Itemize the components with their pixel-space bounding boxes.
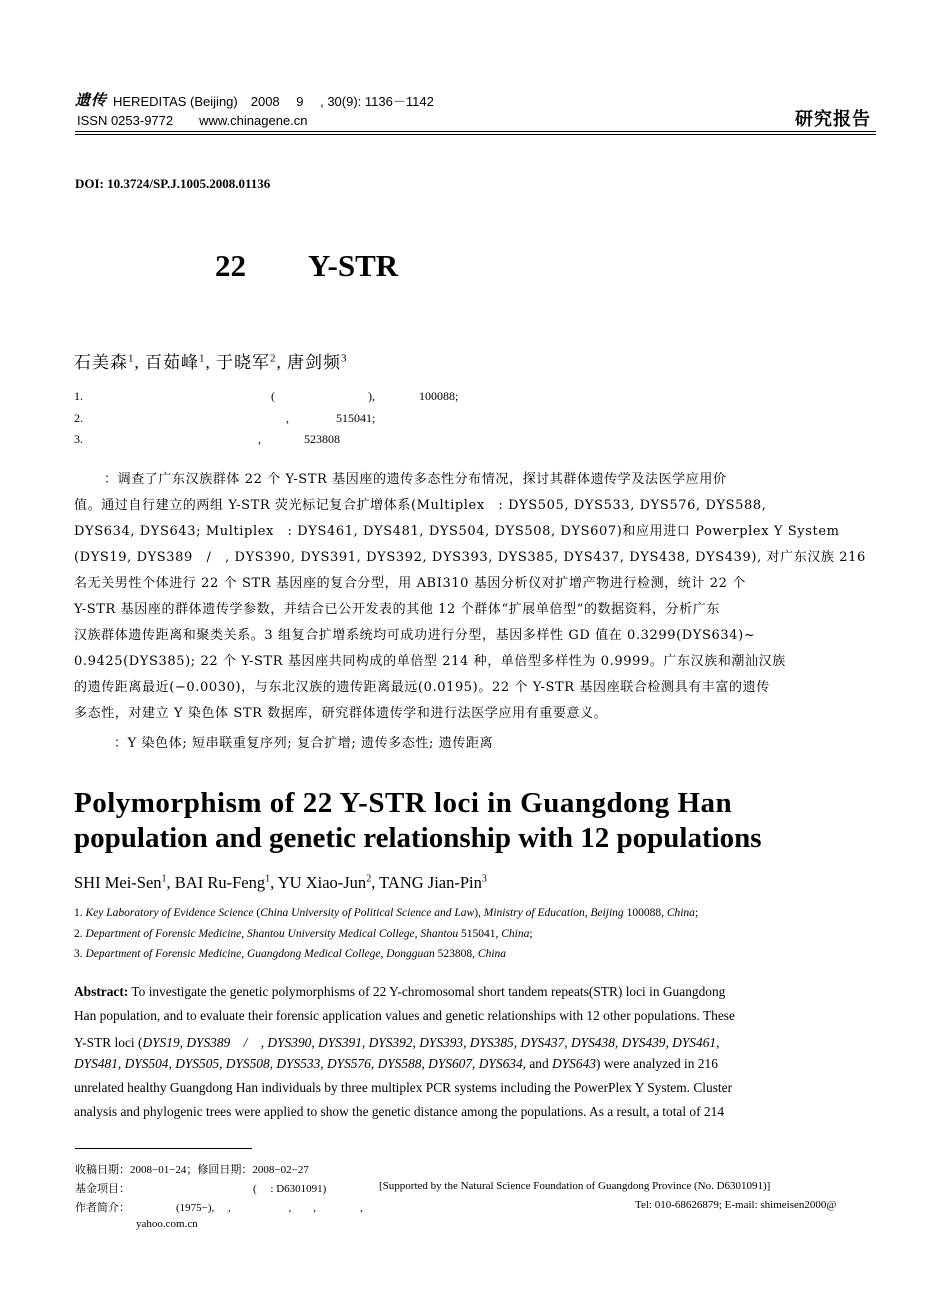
affiliation-cn-3	[74, 432, 524, 447]
fund-label: 基金项目：	[75, 1183, 130, 1195]
aff-name: Department of Forensic Medicine, Shantou University Medical College, Shantou	[85, 928, 459, 940]
aff-text: ),	[474, 907, 484, 919]
abstract-text: To investigate the genetic polymorphisms of 22 Y-chromosomal short tandem repeats(STR) loci in Guangdong	[128, 984, 726, 999]
author-sup: 3	[341, 352, 348, 365]
aff-name: Ministry of Education, Beijing	[483, 907, 624, 919]
aff-text: ,	[258, 432, 261, 446]
aff-postcode: 523808	[304, 432, 340, 446]
keywords-cn: ：Y 染色体; 短串联重复序列; 复合扩增; 遗传多态性; 遗传距离	[114, 736, 494, 751]
author-sup: 2	[270, 352, 277, 365]
aff-text: (	[271, 389, 275, 403]
journal-name-cn: 遗传	[75, 93, 108, 109]
abstract-en-line: unrelated healthy Guangdong Han individuals by three multiplex PCR systems including the PowerPlex Y System. Cluster	[74, 1080, 733, 1095]
abstract-en-line	[74, 1056, 718, 1072]
author-contact: Tel: 010-68626879; E-mail: shimeisen2000@	[635, 1199, 837, 1211]
abstract-en-line: analysis and phylogenic trees were applied to show the genetic distance among the populations. As a result, a total of 214	[74, 1104, 725, 1119]
aff-country: China	[477, 948, 507, 960]
title-en-line-2: population and genetic relationship with 12 populations	[74, 822, 762, 854]
doi: DOI: 10.3724/SP.J.1005.2008.01136	[75, 176, 271, 191]
journal-info: HEREDITAS (Beijing) 2008 9 , 30(9): 1136－1142	[113, 94, 434, 109]
abstract-cn-line: Y-STR 基因座的群体遗传学参数，并结合已公开发表的其他 12 个群体“扩展单倍型”的数据资料，分析广东	[74, 602, 720, 617]
fund-en: [Supported by the Natural Science Foundation of Guangdong Province (No. D6301091)]	[379, 1180, 771, 1192]
abstract-cn-line: (DYS19, DYS389 / , DYS390, DYS391, DYS392, DYS393, DYS385, DYS437, DYS438, DYS439), 对广东汉族 216	[74, 550, 866, 565]
author-bio-label: 作者简介：	[75, 1202, 130, 1214]
abstract-cn-line: 汉族群体遗传距离和聚类关系。3 组复合扩增系统均可成功进行分型，基因多样性 GD 值在 0.3299(DYS634)~	[74, 628, 756, 643]
authors-en: SHI Mei-Sen$^1$, BAI Ru-Feng$^1$, YU Xiao-Jun$^2$, TANG Jian-Pin$^3$	[74, 873, 487, 892]
section-label: 研究报告	[795, 109, 871, 129]
aff-country: China	[501, 928, 530, 940]
affiliation-en-2	[74, 928, 533, 940]
authors-cn: 石美森$^1$, 百茹峰$^1$, 于晓军$^2$, 唐剑频$^3$	[74, 352, 348, 372]
abstract-en-line	[74, 1032, 719, 1051]
author-sup: 1	[199, 352, 206, 365]
issn-info: ISSN 0253-9772 www.chinagene.cn	[77, 113, 308, 128]
aff-num: 3.	[74, 948, 86, 960]
aff-name: China University of Political Science and Law	[260, 907, 475, 919]
aff-postcode: 100088;	[419, 389, 459, 403]
author-sup: 1	[265, 873, 271, 885]
affiliation-cn-1	[74, 389, 524, 404]
author-sup: 1	[161, 873, 167, 885]
aff-text: ,	[286, 411, 289, 425]
author-email-cont: yahoo.com.cn	[136, 1218, 198, 1230]
abstract-cn-line: 值。通过自行建立的两组 Y-STR 荧光标记复合扩增体系(Multiplex : DYS505, DYS533, DYS576, DYS588,	[74, 498, 767, 513]
received-dates: 收稿日期：2008−01−24；修回日期：2008−02−27	[75, 1164, 309, 1176]
aff-num: 2.	[74, 928, 86, 940]
author-en: YU Xiao-Jun	[277, 873, 367, 892]
abstract-text: Y-STR loci (	[74, 1035, 143, 1050]
abstract-cn-line: 多态性，对建立 Y 染色体 STR 数据库，研究群体遗传学和进行法医学应用有重要意义。	[74, 706, 608, 721]
affiliation-cn-2	[74, 411, 524, 426]
abstract-cn-line: 的遗传距离最近(−0.0030)，与东北汉族的遗传距离最远(0.0195)。22 个 Y-STR 基因座联合检测具有丰富的遗传	[74, 680, 770, 695]
header-rule-top	[75, 131, 876, 132]
author-sup: 2	[366, 873, 372, 885]
aff-name: Department of Forensic Medicine, Guangdong Medical College, Dongguan	[85, 948, 435, 960]
author-sup: 3	[481, 873, 487, 885]
author-bio: (1975−), , , , ,	[176, 1202, 363, 1214]
author-cn: 石美森	[74, 353, 128, 372]
footnote-rule	[75, 1148, 252, 1149]
abstract-label: Abstract:	[74, 984, 129, 999]
loci-list: DYS481, DYS504, DYS505, DYS508, DYS533, DYS576, DYS588, DYS607, DYS634,	[74, 1056, 526, 1071]
aff-text: 100088,	[623, 907, 667, 919]
title-en-line-1: Polymorphism of 22 Y-STR loci in Guangdong Han	[74, 787, 733, 819]
abstract-text: ) were analyzed in 216	[595, 1056, 718, 1071]
aff-country: China	[666, 907, 695, 919]
aff-postcode: 515041;	[336, 411, 376, 425]
aff-num: 1.	[74, 389, 83, 403]
aff-num: 1.	[74, 907, 86, 919]
author-en: SHI Mei-Sen	[74, 873, 162, 892]
header-rule-bottom	[75, 134, 876, 135]
author-en: BAI Ru-Feng	[174, 873, 266, 892]
abstract-en-line: Han population, and to evaluate their forensic application values and genetic relationships with 12 other populations. These	[74, 1008, 735, 1023]
loci-list: DYS643	[552, 1056, 596, 1071]
affiliation-en-3	[74, 948, 506, 960]
aff-text: 515041,	[458, 928, 502, 940]
author-cn: 唐剑频	[287, 353, 341, 372]
aff-text: ;	[694, 907, 699, 919]
aff-text: ;	[529, 928, 533, 940]
aff-name: Key Laboratory of Evidence Science	[85, 907, 254, 919]
author-sup: 1	[128, 352, 135, 365]
title-cn: 22 Y-STR	[215, 248, 399, 283]
abstract-en-line	[74, 984, 725, 1000]
aff-num: 3.	[74, 432, 83, 446]
aff-text: ),	[368, 389, 375, 403]
author-cn: 于晓军	[216, 353, 270, 372]
aff-text: 523808,	[434, 948, 478, 960]
abstract-cn-line: ：调查了广东汉族群体 22 个 Y-STR 基因座的遗传多态性分布情况，探讨其群体遗传学及法医学应用价	[104, 472, 727, 487]
loci-list: DYS19, DYS389 / , DYS390, DYS391, DYS392, DYS393, DYS385, DYS437, DYS438, DYS439, DYS461,	[142, 1035, 720, 1050]
affiliation-en-1	[74, 907, 698, 919]
fund-number: ( : D6301091)	[253, 1183, 327, 1195]
abstract-text: and	[526, 1056, 553, 1071]
aff-text: (	[253, 907, 261, 919]
author-cn: 百茹峰	[145, 353, 199, 372]
aff-num: 2.	[74, 411, 83, 425]
abstract-cn-line: 0.9425(DYS385); 22 个 Y-STR 基因座共同构成的单倍型 214 种，单倍型多样性为 0.9999。广东汉族和潮汕汉族	[74, 654, 786, 669]
abstract-cn-line: 名无关男性个体进行 22 个 STR 基因座的复合分型，用 ABI310 基因分析仪对扩增产物进行检测，统计 22 个	[74, 576, 746, 591]
author-en: TANG Jian-Pin	[379, 873, 482, 892]
abstract-cn-line: DYS634, DYS643; Multiplex : DYS461, DYS481, DYS504, DYS508, DYS607)和应用进口 Powerplex Y System	[74, 524, 840, 539]
